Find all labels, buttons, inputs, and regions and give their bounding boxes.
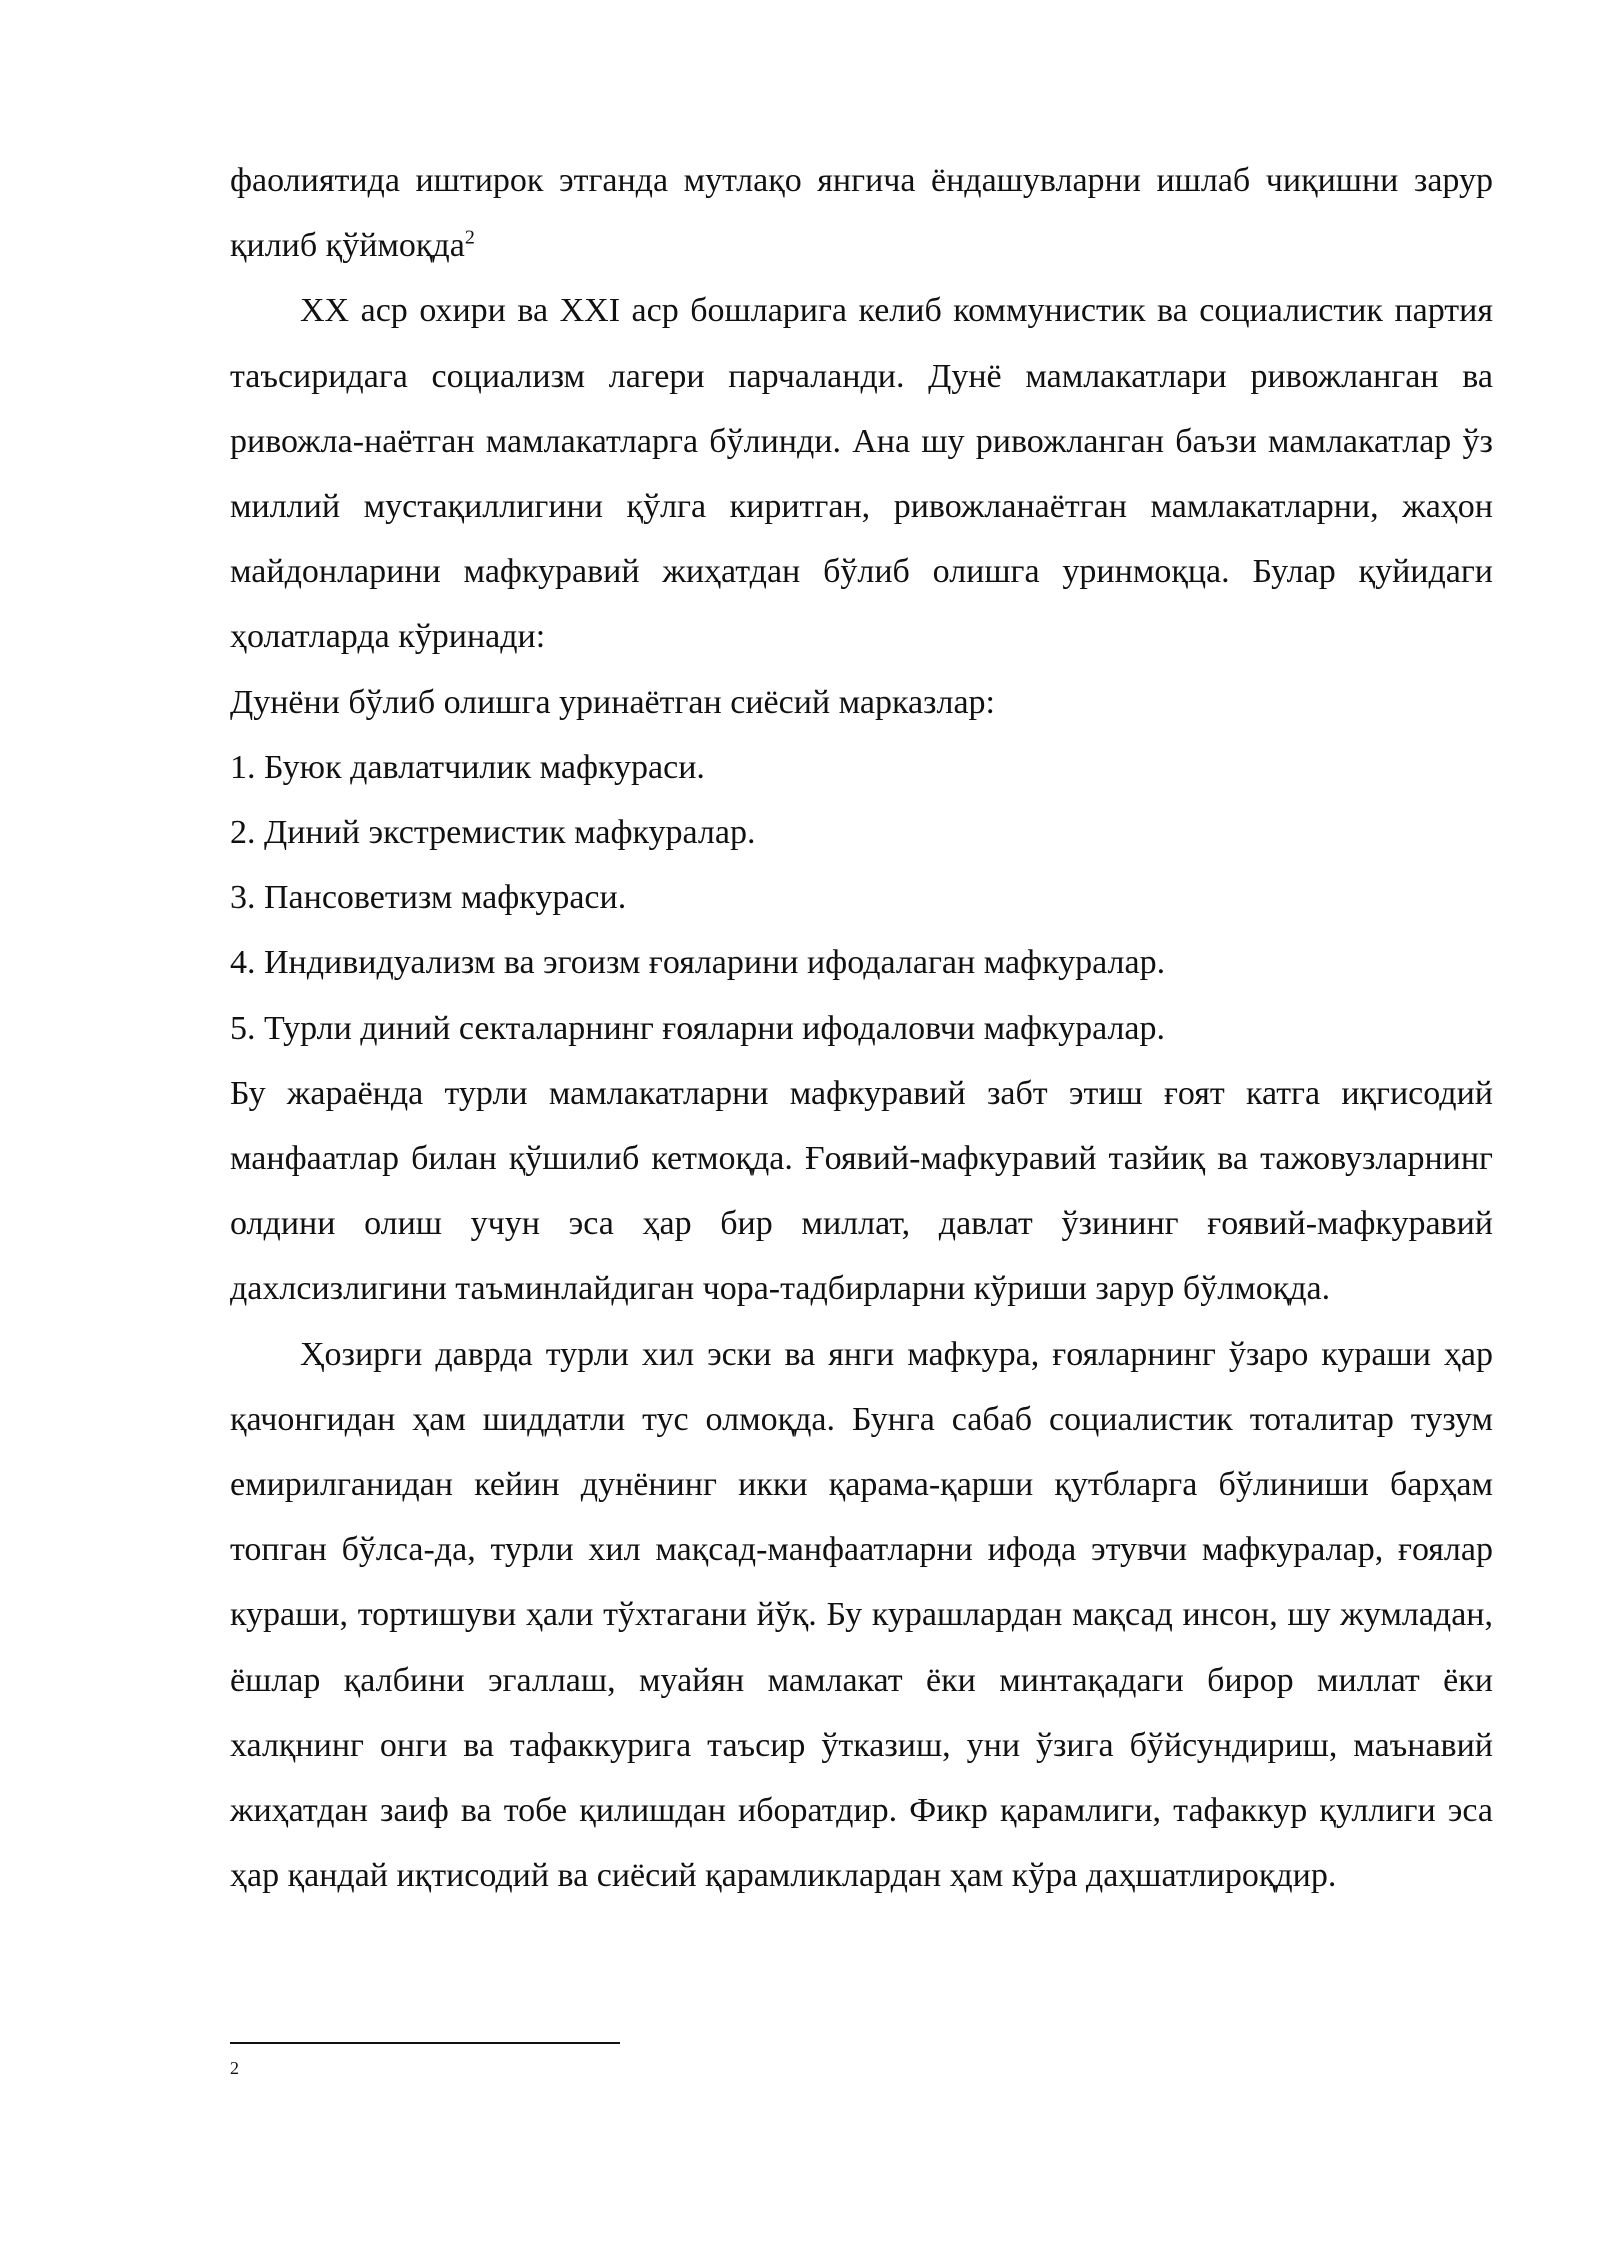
footnote-mark: 2 — [230, 2058, 239, 2078]
list-item: 4. Индивидуализм ва эгоизм ғояларини ифодалаган мафкуралар. — [230, 944, 1166, 982]
paragraph-intro-text: фаолиятида иштирок этганда мутлақо янгича ёндашувларни ишлаб чиқишни зарур қилиб қўймоқда — [230, 162, 1493, 265]
list-item: 1. Буюк давлатчилик мафкураси. — [230, 748, 705, 786]
list-item: 5. Турли диний секталарнинг ғояларни ифодаловчи мафкуралар. — [230, 1009, 1166, 1047]
paragraph-intro — [230, 148, 1493, 278]
footnote-divider — [230, 2042, 620, 2044]
paragraph-second: XX аср охири ва XXI аср бошларига келиб коммунистик ва социалистик партия таъсиридага социализм лагери парчаланди. Дунё мамлакатлари ривожланган ва ривожла-наётган мамлакатларга бўлинди. Ана шу ривожланган баъзи мамлакатлар ўз миллий мустақиллигини қўлга киритган, ривожланаётган мамлакатларни, жаҳон майдонларини мафкуравий жиҳатдан бўлиб олишга уринмоқца. Булар қуйидаги ҳолатларда кўринади: — [230, 292, 1493, 656]
list-heading: Дунёни бўлиб олишга уринаётган сиёсий марказлар: — [230, 683, 995, 721]
list-item: 3. Пансоветизм мафкураси. — [230, 879, 627, 917]
paragraph-last: Ҳозирги даврда турли хил эски ва янги мафкура, ғояларнинг ўзаро кураши ҳар қачонгидан ҳам шиддатли тус олмоқда. Бунга сабаб социалистик тоталитар тузум емирилганидан кейин дунёнинг икки қарама-қарши қутбларга бўлиниши барҳам топган бўлса-да, турли хил мақсад-манфаатларни ифода этувчи мафкуралар, ғоялар кураши, тортишуви ҳали тўхтагани йўқ. Бу курашлардан мақсад инсон, шу жумладан, ёшлар қалбини эгаллаш, муайян мамлакат ёки минтақадаги бирор миллат ёки халқнинг онги ва тафаккурига таъсир ўтказиш, уни ўзига бўйсундириш, маънавий жиҳатдан заиф ва тобе қилишдан иборатдир. Фикр қарамлиги, тафаккур қуллиги эса ҳар қандай иқтисодий ва сиёсий қарамликлардан ҳам кўра даҳшатлироқдир. — [230, 1335, 1493, 1895]
paragraph-after-list: Бу жараёнда турли мамлакатларни мафкуравий забт этиш ғоят катга иқгисодий манфаатлар билан қўшилиб кетмоқда. Ғоявий-мафкуравий тазйиқ ва тажовузларнинг олдини олиш учун эса ҳар бир миллат, давлат ўзининг ғоявий-мафкуравий дахлсизлигини таъминлайдиган чора-тадбирларни кўриши зарур бўлмоқда. — [230, 1074, 1493, 1308]
footnote-reference[interactable]: 2 — [464, 226, 475, 249]
list-item: 2. Диний экстремистик мафкуралар. — [230, 814, 756, 852]
body-text — [230, 148, 1493, 1908]
